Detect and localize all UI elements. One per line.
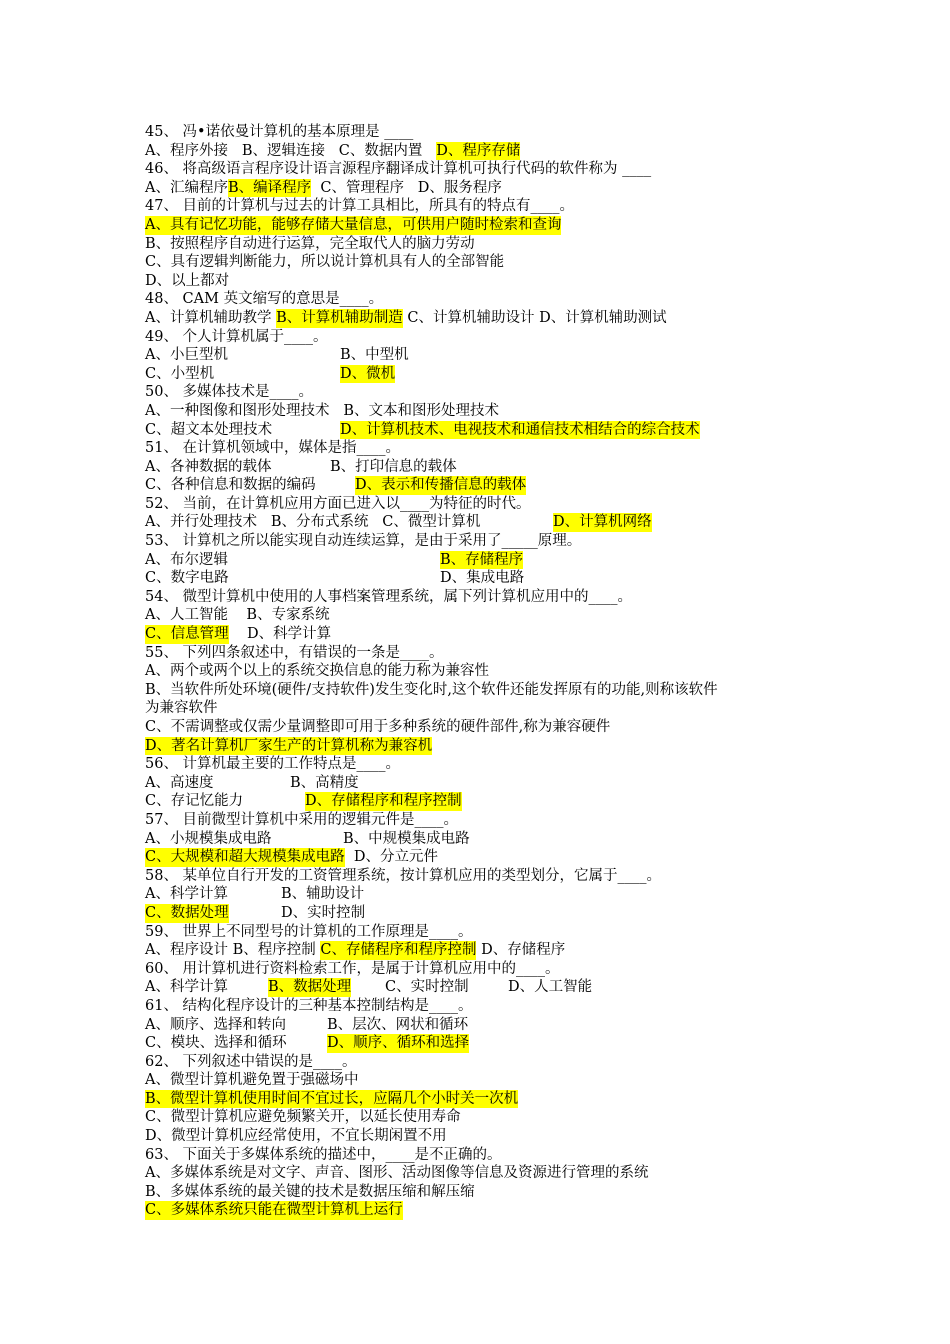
question-53: 53、 计算机之所以能实现自动连续运算，是由于采用了_____原理。 <box>145 533 582 550</box>
options-61-ab: A、顺序、选择和转向 B、层次、网状和循环 <box>145 1016 469 1033</box>
options-57-ab: A、小规模集成电路 B、中规模集成电路 <box>145 830 470 847</box>
answer-highlight: C、存储程序和程序控制 <box>320 942 477 959</box>
answer-highlight: C、多媒体系统只能在微型计算机上运行 <box>145 1202 403 1219</box>
answer-highlight: A、具有记忆功能，能够存储大量信息，可供用户随时检索和查询 <box>145 216 562 233</box>
options-50-cd: C、超文本处理技术 D、计算机技术、电视技术和通信技术相结合的综合技术 <box>145 421 700 438</box>
option-62a: A、微型计算机避免置于强磁场中 <box>145 1072 359 1089</box>
question-51: 51、 在计算机领域中，媒体是指____。 <box>145 440 401 457</box>
question-58: 58、 某单位自行开发的工资管理系统，按计算机应用的类型划分，它属于____。 <box>145 867 662 884</box>
answer-highlight: B、数据处理 <box>268 979 352 996</box>
option-47b: B、按照程序自动进行运算，完全取代人的脑力劳动 <box>145 235 475 252</box>
options-49-ab: A、小巨型机 B、中型机 <box>145 347 409 364</box>
options-49-cd: C、小型机 D、微机 <box>145 365 396 382</box>
options-51-cd: C、各种信息和数据的编码 D、表示和传播信息的载体 <box>145 477 527 494</box>
option-55b: B、当软件所处环境(硬件/支持软件)发生变化时,这个软件还能发挥原有的功能,则称该软件 <box>145 681 718 698</box>
answer-highlight: D、计算机技术、电视技术和通信技术相结合的综合技术 <box>340 421 700 438</box>
question-45: 45、 冯•诺依曼计算机的基本原理是 ____ <box>145 124 414 140</box>
answer-highlight: B、编译程序 <box>227 179 312 196</box>
option-63c <box>145 1201 815 1220</box>
option-55c: C、不需调整或仅需少量调整即可用于多种系统的硬件部件,称为兼容硬件 <box>145 719 611 735</box>
option-62d: D、微型计算机应经常使用，不宜长期闲置不用 <box>145 1128 447 1145</box>
question-47: 47、 目前的计算机与过去的计算工具相比，所具有的特点有____。 <box>145 198 575 215</box>
question-59: 59、 世界上不同型号的计算机的工作原理是____。 <box>145 923 473 940</box>
option-47d: D、以上都对 <box>145 272 230 289</box>
answer-highlight: C、数据处理 <box>145 904 229 921</box>
question-62: 62、 下列叙述中错误的是____。 <box>145 1053 357 1070</box>
option-63a: A、多媒体系统是对文字、声音、图形、活动图像等信息及资源进行管理的系统 <box>145 1165 649 1182</box>
answer-highlight: D、程序存储 <box>436 142 521 159</box>
question-50: 50、 多媒体技术是____。 <box>145 384 314 401</box>
option-63b: B、多媒体系统的最关键的技术是数据压缩和解压缩 <box>145 1183 475 1200</box>
question-56: 56、 计算机最主要的工作特点是____。 <box>145 756 401 773</box>
option-55b-cont: 为兼容软件 <box>145 700 218 717</box>
document-body <box>145 123 815 1220</box>
answer-highlight: B、微型计算机使用时间不宜过长，应隔几个小时关一次机 <box>145 1090 519 1107</box>
question-52: 52、 当前，在计算机应用方面已进入以____为特征的时代。 <box>145 495 531 512</box>
options-51-ab: A、各神数据的载体 B、打印信息的载体 <box>145 458 457 475</box>
options-61-cd: C、模块、选择和循环 D、顺序、循环和选择 <box>145 1035 470 1052</box>
options-53-cd: C、数字电路 D、集成电路 <box>145 570 525 587</box>
option-47c: C、具有逻辑判断能力，所以说计算机具有人的全部智能 <box>145 254 505 271</box>
question-55: 55、 下列四条叙述中，有错误的一条是____。 <box>145 644 444 661</box>
question-49: 49、 个人计算机属于____。 <box>145 328 328 345</box>
option-55d <box>145 737 815 756</box>
options-52: A、并行处理技术 B、分布式系统 C、微型计算机 D、计算机网络 <box>145 514 652 531</box>
answer-highlight: D、顺序、循环和选择 <box>327 1035 470 1052</box>
options-58-cd: C、数据处理 D、实时控制 <box>145 904 366 921</box>
options-57-cd: C、大规模和超大规模集成电路 D、分立元件 <box>145 849 438 866</box>
question-57: 57、 目前微型计算机中采用的逻辑元件是____。 <box>145 811 459 828</box>
answer-highlight: D、微机 <box>340 365 396 382</box>
options-46: A、汇编程序B、编译程序 C、管理程序 D、服务程序 <box>145 179 502 196</box>
options-54-cd: C、信息管理 D、科学计算 <box>145 626 332 643</box>
option-62c: C、微型计算机应避免频繁关开，以延长使用寿命 <box>145 1109 461 1126</box>
options-50-ab: A、一种图像和图形处理技术 B、文本和图形处理技术 <box>145 402 499 419</box>
options-60: A、科学计算 B、数据处理 C、实时控制 D、人工智能 <box>145 979 593 996</box>
question-63: 63、 下面关于多媒体系统的描述中，____是不正确的。 <box>145 1146 502 1163</box>
question-60: 60、 用计算机进行资料检索工作，是属于计算机应用中的____。 <box>145 960 560 977</box>
options-56-ab: A、高速度 B、高精度 <box>145 774 359 791</box>
question-48: 48、 CAM 英文缩写的意思是____。 <box>145 291 384 308</box>
option-55a: A、两个或两个以上的系统交换信息的能力称为兼容性 <box>145 663 489 680</box>
options-56-cd: C、存记忆能力 D、存储程序和程序控制 <box>145 793 462 810</box>
answer-highlight: D、存储程序和程序控制 <box>305 793 462 810</box>
options-54-ab: A、人工智能 B、专家系统 <box>145 607 330 624</box>
options-53-ab: A、布尔逻辑 B、存储程序 <box>145 551 524 568</box>
options-45: A、程序外接 B、逻辑连接 C、数据内置 D、程序存储 <box>145 142 521 159</box>
option-47a <box>145 216 815 235</box>
answer-highlight: D、著名计算机厂家生产的计算机称为兼容机 <box>145 737 433 754</box>
options-59: A、程序设计 B、程序控制 C、存储程序和程序控制 D、存储程序 <box>145 942 566 959</box>
options-48: A、计算机辅助教学 B、计算机辅助制造 C、计算机辅助设计 D、计算机辅助测试 <box>145 309 667 326</box>
question-54: 54、 微型计算机中使用的人事档案管理系统，属下列计算机应用中的____。 <box>145 588 633 605</box>
answer-highlight: D、计算机网络 <box>553 514 652 531</box>
answer-highlight: D、表示和传播信息的载体 <box>355 477 527 494</box>
question-46: 46、 将高级语言程序设计语言源程序翻译成计算机可执行代码的软件称为 ____ <box>145 161 652 178</box>
answer-highlight: C、信息管理 <box>145 626 229 643</box>
question-61: 61、 结构化程序设计的三种基本控制结构是____。 <box>145 997 473 1014</box>
answer-highlight: C、大规模和超大规模集成电路 <box>145 849 345 866</box>
options-58-ab: A、科学计算 B、辅助设计 <box>145 886 365 903</box>
answer-highlight: B、计算机辅助制造 <box>276 309 403 326</box>
option-62b <box>145 1090 815 1109</box>
answer-highlight: B、存储程序 <box>440 551 524 568</box>
